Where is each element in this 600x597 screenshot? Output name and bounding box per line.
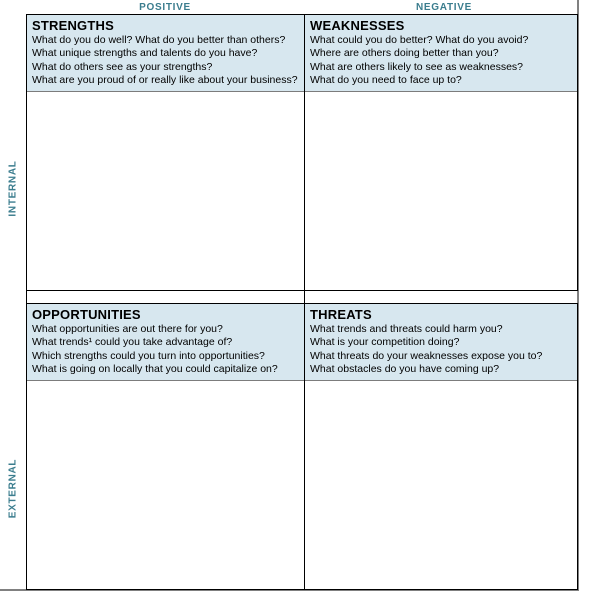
quadrant-threats-question-1: What trends and threats could harm you? (310, 323, 503, 335)
quadrant-threats-writing-area[interactable] (305, 381, 577, 589)
quadrant-weaknesses-question-4: What do you need to face up to? (310, 74, 462, 87)
quadrant-opportunities[interactable] (26, 303, 305, 590)
axis-label-negative: NEGATIVE (416, 2, 472, 13)
quadrant-strengths[interactable] (26, 14, 305, 291)
quadrant-weaknesses-question-3: What are others likely to see as weaknesses? (310, 60, 524, 73)
quadrant-strengths-header (27, 15, 304, 92)
quadrant-weaknesses[interactable] (304, 14, 578, 291)
quadrant-opportunities-writing-area[interactable] (27, 381, 304, 589)
quadrant-weaknesses-question-2: Where are others doing better than you? (310, 47, 499, 60)
quadrant-threats-question-4: What obstacles do you have coming up? (310, 363, 500, 376)
quadrant-opportunities-question-4: What is going on locally that you could capitalize on? (32, 363, 278, 376)
quadrant-weaknesses-writing-area[interactable] (305, 92, 577, 290)
quadrant-opportunities-question-2: What trends¹ could you take advantage of? (32, 336, 233, 349)
quadrant-threats-title: THREATS (310, 307, 372, 322)
quadrant-weaknesses-header (305, 15, 577, 92)
quadrant-strengths-question-1: What do you do well? What do you better than others? (32, 34, 286, 46)
quadrant-opportunities-header (27, 304, 304, 381)
quadrant-strengths-title: STRENGTHS (32, 18, 114, 33)
quadrant-strengths-question-4: What are you proud of or really like about your business? (32, 74, 298, 87)
quadrant-threats-question-2: What is your competition doing? (310, 336, 460, 349)
quadrant-strengths-question-2: What unique strengths and talents do you have? (32, 47, 258, 60)
axis-label-internal: INTERNAL (7, 160, 19, 217)
quadrant-threats-header (305, 304, 577, 381)
quadrant-threats[interactable] (304, 303, 578, 590)
quadrant-opportunities-question-3: Which strengths could you turn into opportunities? (32, 349, 265, 362)
quadrant-weaknesses-title: WEAKNESSES (310, 18, 405, 33)
quadrant-opportunities-title: OPPORTUNITIES (32, 307, 141, 322)
quadrant-opportunities-question-1: What opportunities are out there for you? (32, 323, 223, 335)
axis-label-external: EXTERNAL (7, 458, 19, 519)
quadrant-strengths-question-3: What do others see as your strengths? (32, 60, 213, 73)
quadrant-threats-question-3: What threats do your weaknesses expose you to? (310, 349, 543, 362)
axis-label-positive: POSITIVE (139, 2, 191, 13)
quadrant-strengths-writing-area[interactable] (27, 92, 304, 290)
quadrant-weaknesses-question-1: What could you do better? What do you avoid? (310, 34, 529, 46)
